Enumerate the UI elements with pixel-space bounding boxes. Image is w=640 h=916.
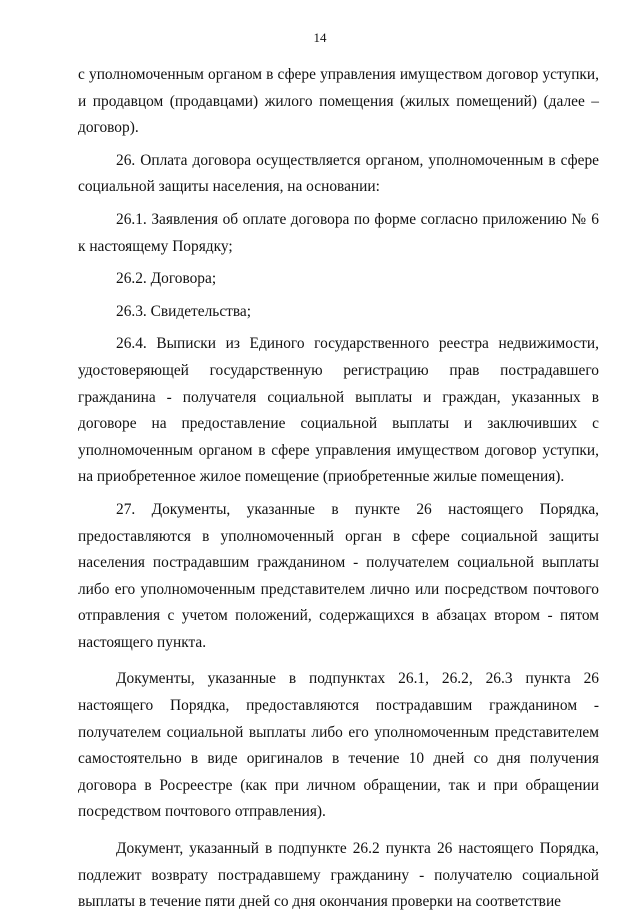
paragraph-27-part-2: Документы, указанные в подпунктах 26.1, 26.2, 26.3 пункта 26 настоящего Порядка, предоставляются пострадавшим гражданином - получателем социальной выплаты либо его уполномоченным представителем самостоятельно в виде оригиналов в течение 10 дней со дня получения договора в Росреестре (как при личном обращении, так и при обращении посредством почтового отправления). bbox=[78, 670, 599, 821]
paragraph-26: 26. Оплата договора осуществляется органом, уполномоченным в сфере социальной защиты населения, на основании: bbox=[78, 151, 599, 196]
paragraph-27-part-3: Документ, указанный в подпункте 26.2 пункта 26 настоящего Порядка, подлежит возврату пострадавшему гражданину - получателю социальной выплаты в течение пяти дней со дня окончания проверки на соответствие bbox=[78, 840, 599, 911]
page-number: 14 bbox=[313, 30, 327, 45]
paragraph-26-2: 26.2. Договора; bbox=[116, 270, 217, 288]
paragraph-continuation: с уполномоченным органом в сфере управления имуществом договор уступки, и продавцом (продавцами) жилого помещения (жилых помещений) (далее – договор). bbox=[78, 66, 599, 137]
paragraph-26-4: 26.4. Выписки из Единого государственного реестра недвижимости, удостоверяющей государственную регистрацию прав пострадавшего гражданина - получателя социальной выплаты и граждан, указанных в договоре на предоставление социальной выплаты и заключивших с уполномоченным органом в сфере управления имуществом договор уступки, на приобретенное жилое помещение (приобретенные жилые помещения). bbox=[78, 335, 599, 486]
paragraph-27: 27. Документы, указанные в пункте 26 настоящего Порядка, предоставляются в уполномоченный орган в сфере социальной защиты населения пострадавшим гражданином - получателем социальной выплаты либо его уполномоченным представителем лично или посредством почтового отправления с учетом положений, содержащихся в абзацах втором - пятом настоящего пункта. bbox=[78, 500, 599, 651]
paragraph-26-3: 26.3. Свидетельства; bbox=[116, 302, 252, 320]
paragraph-26-1: 26.1. Заявления об оплате договора по форме согласно приложению № 6 к настоящему Порядку; bbox=[78, 210, 599, 255]
document-body bbox=[78, 62, 599, 916]
